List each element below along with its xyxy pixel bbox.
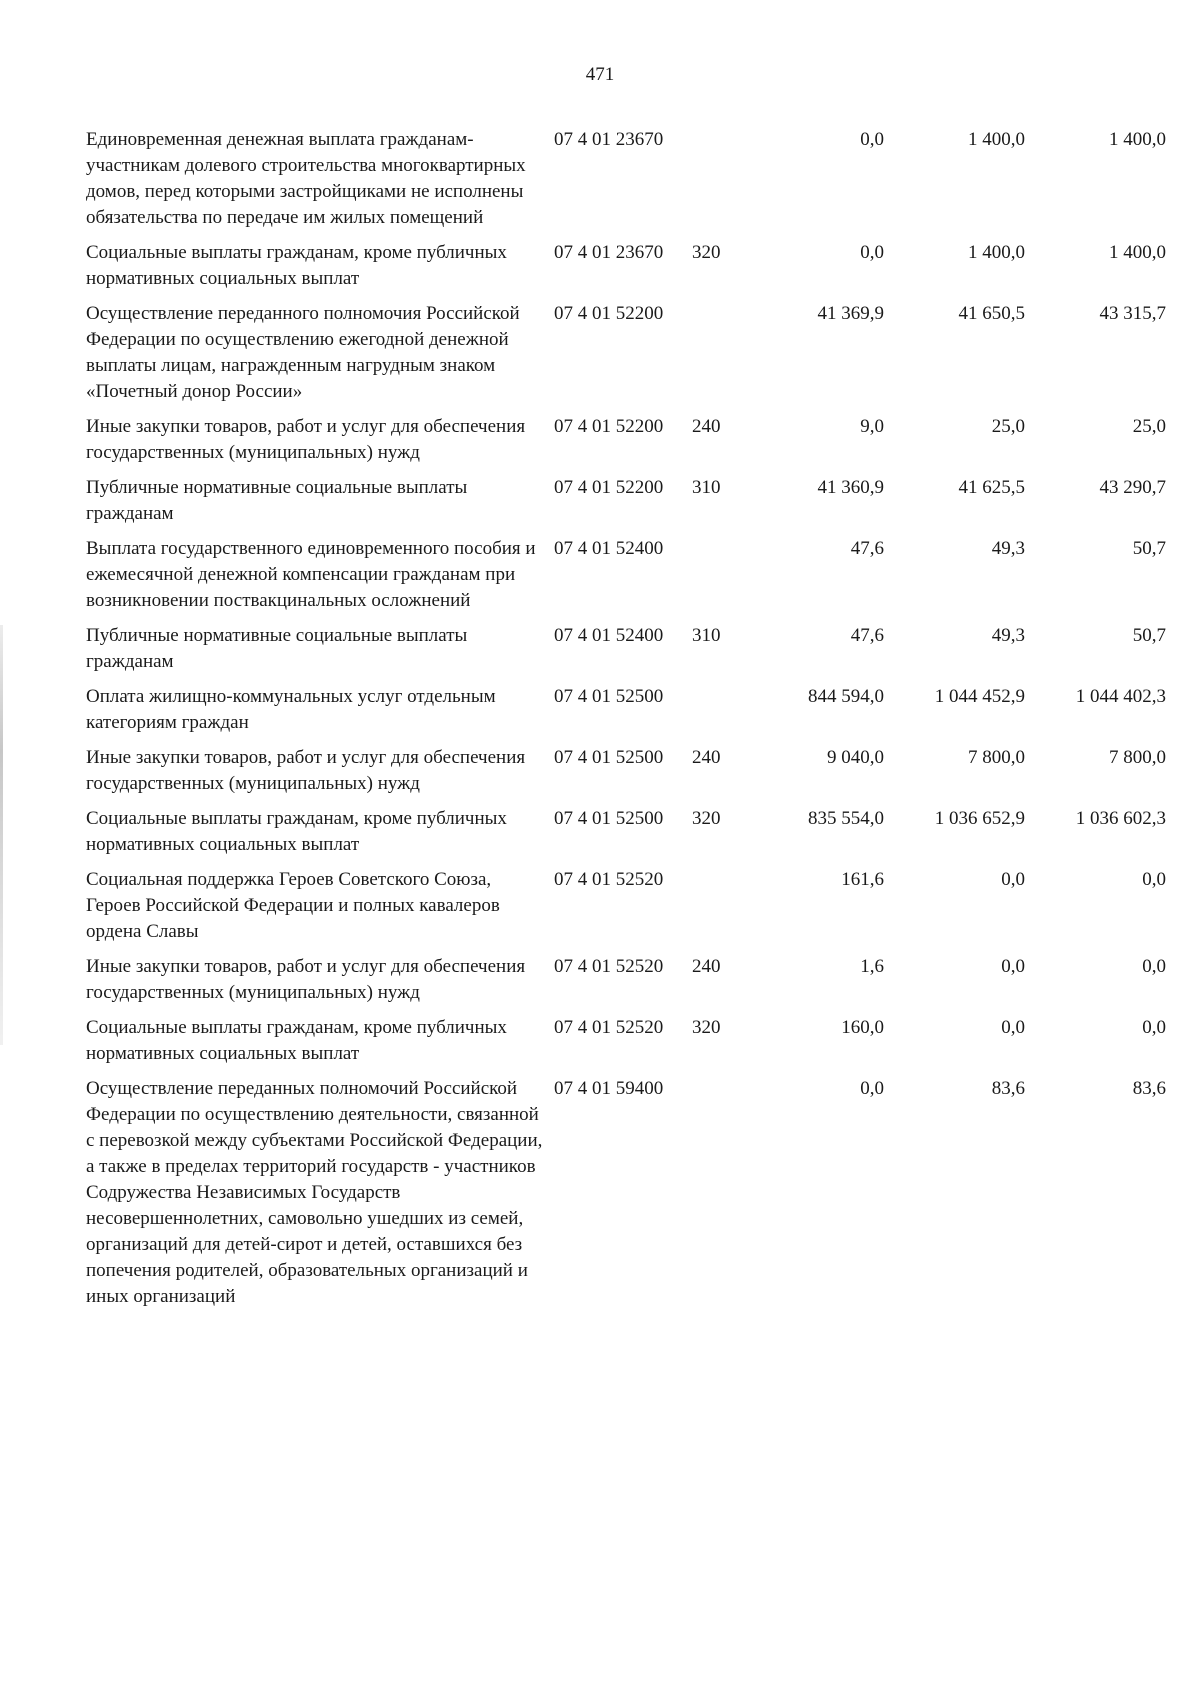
row-type: 310 <box>692 625 721 646</box>
table-row <box>86 806 1166 867</box>
row-name: Публичные нормативные социальные выплаты гражданам <box>86 477 468 524</box>
row-value-2: 0,0 <box>1001 956 1025 977</box>
table-row <box>86 1076 1166 1319</box>
row-value-2: 0,0 <box>1001 1017 1025 1038</box>
row-code: 07 4 01 52500 <box>554 686 664 707</box>
row-value-2: 1 400,0 <box>968 129 1025 150</box>
row-type <box>692 867 744 954</box>
row-type <box>692 1076 744 1319</box>
table-row <box>86 240 1166 301</box>
row-code: 07 4 01 52500 <box>554 747 664 768</box>
row-code: 07 4 01 59400 <box>554 1078 664 1099</box>
row-code: 07 4 01 23670 <box>554 242 664 263</box>
row-value-2: 41 625,5 <box>958 477 1025 498</box>
table-row <box>86 623 1166 684</box>
row-value-3: 0,0 <box>1142 869 1166 890</box>
row-name: Иные закупки товаров, работ и услуг для обеспечения государственных (муниципальных) нужд <box>86 956 526 1003</box>
row-value-1: 41 369,9 <box>817 303 884 324</box>
table-row <box>86 745 1166 806</box>
row-value-1: 844 594,0 <box>808 686 884 707</box>
row-name: Осуществление переданного полномочия Российской Федерации по осуществлению ежегодной денежной выплаты лицам, награжденным нагрудным знаком «Почетный донор России» <box>86 303 520 402</box>
row-value-1: 9,0 <box>860 416 884 437</box>
row-value-1: 47,6 <box>850 625 884 646</box>
row-value-3: 7 800,0 <box>1109 747 1166 768</box>
row-type: 320 <box>692 242 721 263</box>
row-value-2: 0,0 <box>1001 869 1025 890</box>
row-value-1: 0,0 <box>860 242 884 263</box>
row-name: Социальные выплаты гражданам, кроме публичных нормативных социальных выплат <box>86 1017 507 1064</box>
table-row <box>86 127 1166 240</box>
row-type <box>692 301 744 414</box>
row-value-2: 41 650,5 <box>958 303 1025 324</box>
row-type: 320 <box>692 808 721 829</box>
table-row <box>86 301 1166 414</box>
table-row <box>86 867 1166 954</box>
row-value-3: 50,7 <box>1132 538 1166 559</box>
row-value-3: 1 400,0 <box>1109 242 1166 263</box>
row-value-3: 1 044 402,3 <box>1075 686 1166 707</box>
row-value-2: 49,3 <box>991 625 1025 646</box>
row-value-2: 7 800,0 <box>968 747 1025 768</box>
row-value-3: 50,7 <box>1132 625 1166 646</box>
row-value-3: 1 400,0 <box>1109 129 1166 150</box>
row-value-1: 0,0 <box>860 129 884 150</box>
row-value-1: 1,6 <box>860 956 884 977</box>
row-code: 07 4 01 23670 <box>554 129 664 150</box>
scan-edge-artifact <box>0 625 3 1045</box>
row-value-3: 0,0 <box>1142 956 1166 977</box>
row-name: Социальные выплаты гражданам, кроме публичных нормативных социальных выплат <box>86 808 507 855</box>
row-value-2: 83,6 <box>991 1078 1025 1099</box>
row-code: 07 4 01 52520 <box>554 1017 664 1038</box>
row-name: Оплата жилищно-коммунальных услуг отдельным категориям граждан <box>86 686 496 733</box>
page-number: 471 <box>585 64 615 85</box>
row-code: 07 4 01 52200 <box>554 477 664 498</box>
table-row <box>86 954 1166 1015</box>
row-value-3: 25,0 <box>1132 416 1166 437</box>
table-row <box>86 536 1166 623</box>
row-code: 07 4 01 52200 <box>554 416 664 437</box>
table-row <box>86 475 1166 536</box>
row-code: 07 4 01 52500 <box>554 808 664 829</box>
row-type <box>692 684 744 745</box>
row-value-3: 83,6 <box>1132 1078 1166 1099</box>
row-value-1: 9 040,0 <box>827 747 884 768</box>
row-value-1: 160,0 <box>841 1017 884 1038</box>
row-name: Иные закупки товаров, работ и услуг для обеспечения государственных (муниципальных) нужд <box>86 747 526 794</box>
row-value-3: 0,0 <box>1142 1017 1166 1038</box>
row-name: Иные закупки товаров, работ и услуг для обеспечения государственных (муниципальных) нужд <box>86 416 526 463</box>
row-name: Социальные выплаты гражданам, кроме публичных нормативных социальных выплат <box>86 242 507 289</box>
row-name: Единовременная денежная выплата гражданам-участникам долевого строительства многоквартирных домов, перед которыми застройщиками не исполнены обязательства по передаче им жилых помещений <box>86 129 526 228</box>
table-row <box>86 684 1166 745</box>
row-code: 07 4 01 52400 <box>554 625 664 646</box>
row-name: Выплата государственного единовременного пособия и ежемесячной денежной компенсации гражданам при возникновении поствакцинальных осложнений <box>86 538 536 611</box>
row-code: 07 4 01 52520 <box>554 956 664 977</box>
row-value-3: 43 290,7 <box>1099 477 1166 498</box>
row-type: 310 <box>692 477 721 498</box>
row-value-3: 1 036 602,3 <box>1075 808 1166 829</box>
row-value-2: 49,3 <box>991 538 1025 559</box>
row-type: 240 <box>692 956 721 977</box>
row-value-2: 1 400,0 <box>968 242 1025 263</box>
row-value-1: 161,6 <box>841 869 884 890</box>
row-name: Осуществление переданных полномочий Российской Федерации по осуществлению деятельности, связанной с перевозкой между субъектами Российской Федерации, а также в пределах территорий государств - участников Содружества Независимых Государств несовершеннолетних, самовольно ушедших из семей, организаций для детей-сирот и детей, оставшихся без попечения родителей, образовательных организаций и иных организаций <box>86 1078 543 1307</box>
row-type: 320 <box>692 1017 721 1038</box>
row-value-1: 835 554,0 <box>808 808 884 829</box>
row-code: 07 4 01 52200 <box>554 303 664 324</box>
budget-table <box>86 127 1166 1319</box>
row-type <box>692 536 744 623</box>
row-type: 240 <box>692 747 721 768</box>
row-code: 07 4 01 52400 <box>554 538 664 559</box>
table-row <box>86 1015 1166 1076</box>
row-name: Социальная поддержка Героев Советского Союза, Героев Российской Федерации и полных кавалеров ордена Славы <box>86 869 500 942</box>
row-value-2: 1 036 652,9 <box>934 808 1025 829</box>
row-value-1: 47,6 <box>850 538 884 559</box>
table-row <box>86 414 1166 475</box>
row-code: 07 4 01 52520 <box>554 869 664 890</box>
row-value-1: 41 360,9 <box>817 477 884 498</box>
row-type <box>692 127 744 240</box>
row-value-2: 25,0 <box>991 416 1025 437</box>
row-value-3: 43 315,7 <box>1099 303 1166 324</box>
row-value-1: 0,0 <box>860 1078 884 1099</box>
row-name: Публичные нормативные социальные выплаты гражданам <box>86 625 468 672</box>
row-type: 240 <box>692 416 721 437</box>
table-body <box>86 127 1166 1319</box>
row-value-2: 1 044 452,9 <box>934 686 1025 707</box>
